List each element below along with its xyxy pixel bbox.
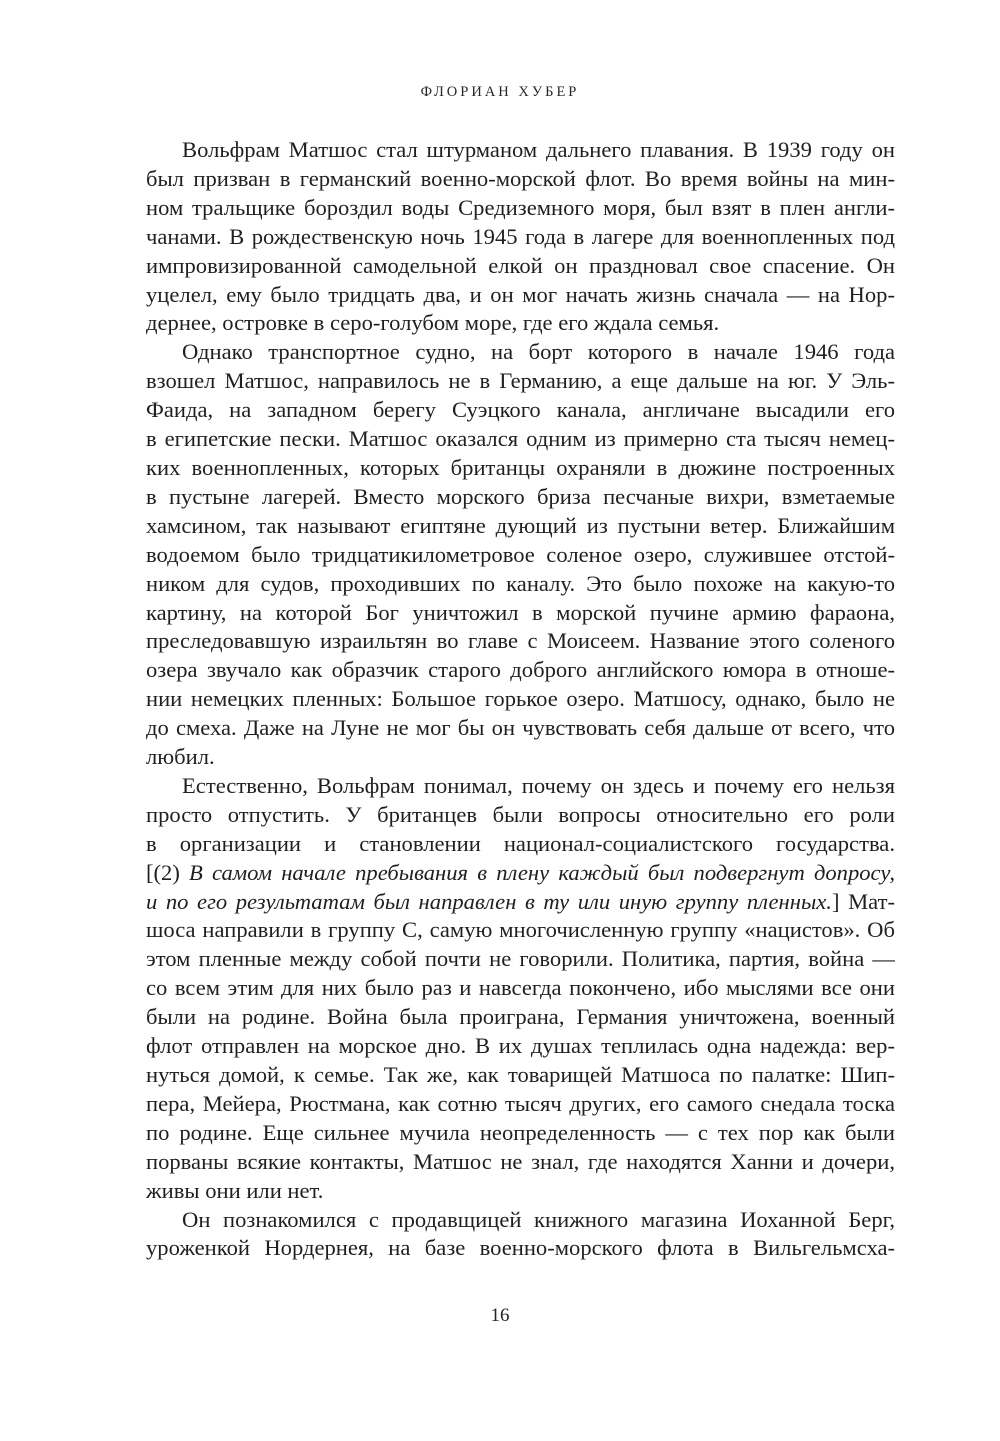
text-line: Естественно, Вольфрам понимал, почему он здесь и почему его нельзя xyxy=(182,772,895,798)
editor-note-text: В самом начале пребывания в плену каждый был подвергнут допросу, xyxy=(189,859,895,885)
text-line: чанами. В рождественскую ночь 1945 года в лагере для военнопленных под xyxy=(146,223,895,249)
text-line: озера звучало как образчик старого доброго английского юмора в отноше- xyxy=(146,657,895,683)
text-line: преследовавшую израильтян во главе с Моисеем. Название этого соленого xyxy=(146,628,895,654)
editor-note-line xyxy=(146,888,895,917)
text-line: был призван в германский военно-морской флот. Во время войны на мин- xyxy=(146,165,895,191)
text-line: Он познакомился с продавщицей книжного магазина Иоханной Берг, xyxy=(182,1206,895,1232)
text-line: взошел Матшос, направилось не в Германию, а еще дальше на юг. У Эль- xyxy=(146,368,895,394)
text-line: шоса направили в группу С, самую многочисленную группу «нацистов». Об xyxy=(146,917,895,943)
text-line: флот отправлен на морское дно. В их душах теплилась одна надежда: вер- xyxy=(146,1033,895,1059)
text-line: ких военнопленных, которых британцы охраняли в дюжине построенных xyxy=(146,454,895,480)
editor-note-text: и по его результатам был направлен в ту или иную группу пленных. xyxy=(146,888,832,914)
text-line: в организации и становлении национал-социалистского государства. xyxy=(146,830,895,856)
text-line: Фаида, на западном берегу Суэцкого канала, англичане высадили его xyxy=(146,397,895,423)
text-line: нии немецких пленных: Большое горькое озеро. Матшосу, однако, было не xyxy=(146,686,895,712)
text-line: со всем этим для них было раз и навсегда покончено, ибо мыслями все они xyxy=(146,975,895,1001)
text-line: Однако транспортное судно, на борт которого в начале 1946 года xyxy=(182,339,895,365)
editor-note-close: ] Мат- xyxy=(831,888,895,914)
paragraph-2 xyxy=(146,338,895,772)
text-line: Вольфрам Матшос стал штурманом дальнего плавания. В 1939 году он xyxy=(182,137,895,162)
text-line: живы они или нет. xyxy=(146,1177,324,1203)
text-line: дернее, островке в серо-голубом море, где его ждала семья. xyxy=(146,310,720,336)
text-line: в пустыне лагерей. Вместо морского бриза песчаные вихри, взметаемые xyxy=(146,483,895,509)
page-number: 16 xyxy=(490,1305,510,1326)
text-line: любил. xyxy=(146,744,215,770)
text-line: этом пленные между собой почти не говорили. Политика, партия, война — xyxy=(146,946,895,972)
text-line: по родине. Еще сильнее мучила неопределенность — с тех пор как были xyxy=(146,1119,895,1145)
paragraph-3 xyxy=(146,772,895,1206)
text-line: нуться домой, к семье. Так же, как товарищей Матшоса по палатке: Шип- xyxy=(146,1062,895,1087)
text-line: хамсином, так называют египтяне дующий из пустыни ветер. Ближайшим xyxy=(146,512,895,538)
text-line: порваны всякие контакты, Матшос не знал, где находятся Ханни и дочери, xyxy=(146,1148,895,1174)
text-line: уроженкой Нордернея, на базе военно-морского флота в Вильгельмсха- xyxy=(146,1235,895,1261)
text-line: ном тральщике бороздил воды Средиземного моря, был взят в плен англи- xyxy=(146,194,895,220)
text-line: картину, на которой Бог уничтожил в морской пучине армию фараона, xyxy=(146,599,895,625)
text-line: пера, Мейера, Рюстмана, как сотню тысяч других, его самого снедала тоска xyxy=(146,1090,895,1116)
text-line: до смеха. Даже на Луне не мог бы он чувствовать себя дальше от всего, что xyxy=(146,715,895,741)
text-line: просто отпустить. У британцев были вопросы относительно его роли xyxy=(146,801,895,827)
body-text xyxy=(146,136,895,1263)
editor-note-line xyxy=(146,859,895,888)
paragraph-1 xyxy=(146,136,895,338)
text-line: в египетские пески. Матшос оказался одним из примерно ста тысяч немец- xyxy=(146,426,895,452)
text-line: ником для судов, проходивших по каналу. Это было похоже на какую-то xyxy=(146,570,895,596)
editor-note-open: [(2) xyxy=(146,859,190,885)
text-line: импровизированной самодельной елкой он праздновал свое спасение. Он xyxy=(146,252,895,278)
running-head: ФЛОРИАН ХУБЕР xyxy=(420,84,580,100)
text-line: были на родине. Война была проиграна, Германия уничтожена, военный xyxy=(146,1004,895,1030)
paragraph-4 xyxy=(146,1206,895,1264)
text-line: уцелел, ему было тридцать два, и он мог начать жизнь сначала — на Нор- xyxy=(146,281,895,307)
text-line: водоемом было тридцатикилометровое соленое озеро, служившее отстой- xyxy=(146,541,895,567)
